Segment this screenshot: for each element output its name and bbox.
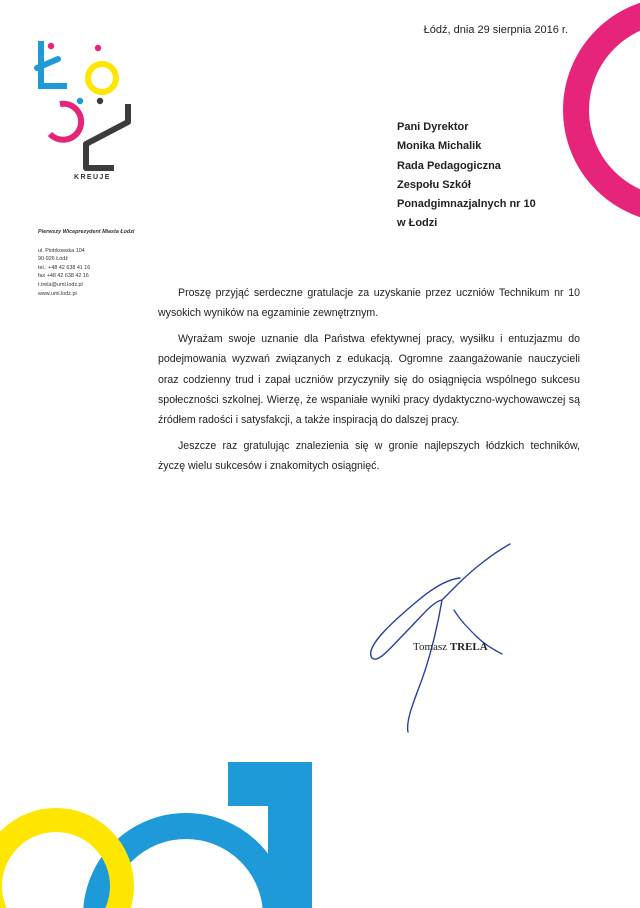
recipient-line: Monika Michalik <box>397 140 482 153</box>
recipient-block <box>397 118 597 234</box>
signatory-first-name: Tomasz <box>413 641 448 653</box>
sender-phone: tel.: +48 42 638 41 16 <box>38 264 91 271</box>
letter-date: Łódź, dnia 29 sierpnia 2016 r. <box>423 24 568 36</box>
body-paragraph: Jeszcze raz gratulując znalezienia się w gronie najlepszych łódzkich techników, życzę wielu sukcesów i znakomitych osiągnięć. <box>158 439 580 473</box>
body-paragraph: Wyrażam swoje uznanie dla Państwa efektywnej pracy, wysiłku i entuzjazmu do podejmowania wyzwań związanych z edukacją. Ogromne zaangażowanie nauczycieli oraz codzienny trud i zapał uczniów przyczyniły się do osiągnięcia wspólnego sukcesu społeczności szkolnej. Wierzę, że wspaniałe wyniki pracy dydaktyczno-wychowawczej są źródłem radości i satysfakcji, a także inspiracją do dalszej pracy. <box>158 332 580 427</box>
blue-bracket-decoration <box>228 762 312 908</box>
sender-title: Pierwszy Wiceprezydent Miasta Łodzi <box>38 229 135 235</box>
sender-website: www.uml.lodz.pl <box>38 290 77 297</box>
sender-block <box>38 228 178 298</box>
letter-body <box>158 283 580 482</box>
signatory-last-name: TRELA <box>449 641 488 653</box>
recipient-line: Ponadgimnazjalnych nr 10 <box>397 198 536 211</box>
recipient-line: Pani Dyrektor <box>397 121 469 133</box>
sender-fax: fax +48 42 638 42 16 <box>38 273 89 280</box>
handwritten-signature <box>360 540 520 740</box>
sender-address-line: 90-926 Łódź <box>38 256 68 263</box>
lodz-kreuje-logo <box>34 40 146 190</box>
body-paragraph: Proszę przyjąć serdeczne gratulacje za uzyskanie przez uczniów Technikum nr 10 wysokich wyników na egzaminie zewnętrznym. <box>158 287 580 320</box>
recipient-line: w Łodzi <box>397 217 438 230</box>
recipient-line: Zespołu Szkół <box>397 178 471 191</box>
signatory-name <box>413 641 488 653</box>
blue-ring-decoration <box>96 826 276 908</box>
logo-caption: KREUJE <box>74 174 111 181</box>
yellow-ring-decoration <box>0 820 122 908</box>
recipient-line: Rada Pedagogiczna <box>397 159 501 172</box>
sender-email: t.trela@uml.lodz.pl <box>38 281 83 288</box>
sender-address-line: ul. Piotrkowska 104 <box>38 247 85 254</box>
